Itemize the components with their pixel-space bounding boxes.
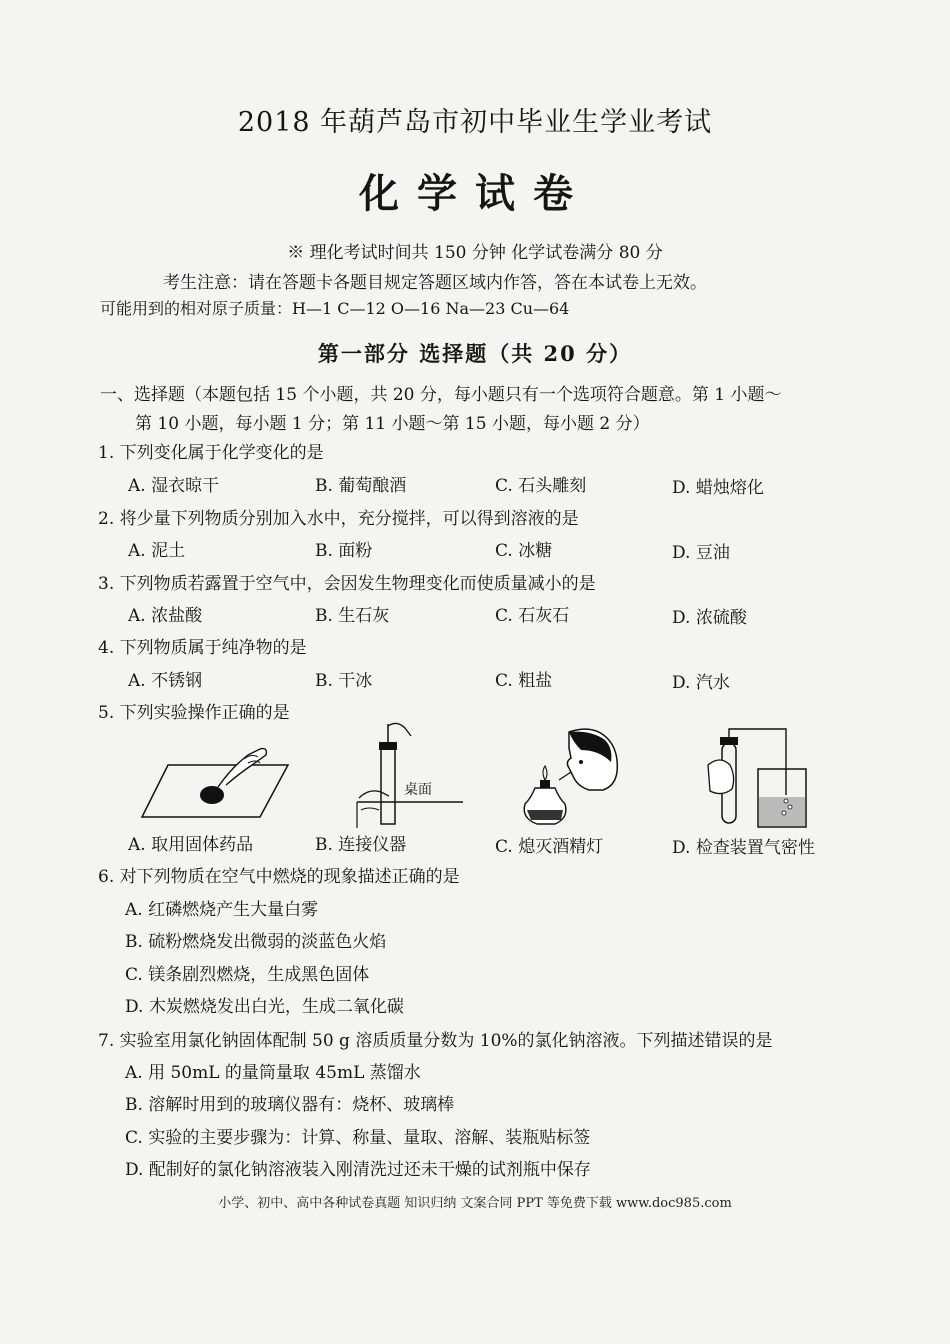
question-6-option-b: B. 硫粉燃烧发出微弱的淡蓝色火焰 — [125, 932, 387, 952]
illustration-connect-instruments — [355, 722, 465, 830]
question-2-option-b: B. 面粉 — [315, 541, 373, 561]
question-1-option-d: D. 蜡烛熔化 — [672, 478, 764, 498]
part-title: 第一部分 选择题（共 20 分） — [317, 341, 633, 366]
exam-subtitle: 化学试卷 — [359, 170, 591, 217]
question-6-option-a: A. 红磷燃烧产生大量白雾 — [125, 900, 319, 920]
question-3-option-b: B. 生石灰 — [315, 606, 390, 626]
question-1-stem: 1. 下列变化属于化学变化的是 — [98, 443, 324, 463]
question-1-option-b: B. 葡萄酿酒 — [315, 476, 407, 496]
question-3-stem: 3. 下列物质若露置于空气中，会因发生物理变化而使质量减小的是 — [98, 574, 596, 594]
question-6-option-c: C. 镁条剧烈燃烧，生成黑色固体 — [125, 965, 370, 985]
question-2-stem: 2. 将少量下列物质分别加入水中，充分搅拌，可以得到溶液的是 — [98, 509, 579, 529]
exam-title: 2018 年葫芦岛市初中毕业生学业考试 — [237, 107, 713, 138]
illustration-airtightness-check — [700, 725, 810, 830]
question-4-option-c: C. 粗盐 — [495, 671, 553, 691]
question-7-option-c: C. 实验的主要步骤为：计算、称量、量取、溶解、装瓶贴标签 — [125, 1128, 591, 1148]
illustration-alcohol-lamp — [515, 728, 625, 828]
question-5-stem: 5. 下列实验操作正确的是 — [98, 703, 290, 723]
footer-text: 小学、初中、高中各种试卷真题 知识归纳 文案合同 PPT 等免费下载 www.doc985.com — [218, 1196, 732, 1211]
question-5-option-b: B. 连接仪器 — [315, 835, 407, 855]
question-6-option-d: D. 木炭燃烧发出白光，生成二氧化碳 — [125, 997, 404, 1017]
question-3-option-d: D. 浓硫酸 — [672, 608, 747, 628]
question-1-option-a: A. 湿衣晾干 — [128, 476, 220, 496]
question-5-option-c: C. 熄灭酒精灯 — [495, 837, 604, 857]
question-2-option-a: A. 泥土 — [128, 541, 186, 561]
question-4-option-d: D. 汽水 — [672, 673, 730, 693]
question-3-option-a: A. 浓盐酸 — [128, 606, 203, 626]
question-4-option-b: B. 干冰 — [315, 671, 373, 691]
question-5-option-a: A. 取用固体药品 — [128, 835, 254, 855]
section-instructions-line1: 一、选择题（本题包括 15 个小题，共 20 分，每小题只有一个选项符合题意。第 1 小题～ — [100, 385, 782, 405]
question-2-option-c: C. 冰糖 — [495, 541, 553, 561]
question-1-option-c: C. 石头雕刻 — [495, 476, 587, 496]
exam-info: ※ 理化考试时间共 150 分钟 化学试卷满分 80 分 — [287, 243, 663, 263]
question-4-option-a: A. 不锈钢 — [128, 671, 203, 691]
question-2-option-d: D. 豆油 — [672, 543, 730, 563]
question-5-option-d: D. 检查装置气密性 — [672, 838, 815, 858]
section-instructions-line2: 第 10 小题，每小题 1 分；第 11 小题～第 15 小题，每小题 2 分） — [135, 414, 650, 434]
question-7-option-b: B. 溶解时用到的玻璃仪器有：烧杯、玻璃棒 — [125, 1095, 455, 1115]
question-7-option-d: D. 配制好的氯化钠溶液装入刚清洗过还未干燥的试剂瓶中保存 — [125, 1160, 591, 1180]
question-7-stem: 7. 实验室用氯化钠固体配制 50 g 溶质质量分数为 10%的氯化钠溶液。下列描述错误的是 — [98, 1031, 773, 1051]
question-5-table-label: 桌面 — [404, 782, 432, 798]
atomic-masses: 可能用到的相对原子质量：H—1 C—12 O—16 Na—23 Cu—64 — [100, 299, 570, 318]
question-7-option-a: A. 用 50mL 的量筒量取 45mL 蒸馏水 — [125, 1063, 421, 1083]
illustration-take-solid — [140, 735, 290, 825]
exam-notice: 考生注意：请在答题卡各题目规定答题区域内作答，答在本试卷上无效。 — [163, 273, 707, 293]
question-4-stem: 4. 下列物质属于纯净物的是 — [98, 638, 307, 658]
question-6-stem: 6. 对下列物质在空气中燃烧的现象描述正确的是 — [98, 867, 460, 887]
question-3-option-c: C. 石灰石 — [495, 606, 570, 626]
